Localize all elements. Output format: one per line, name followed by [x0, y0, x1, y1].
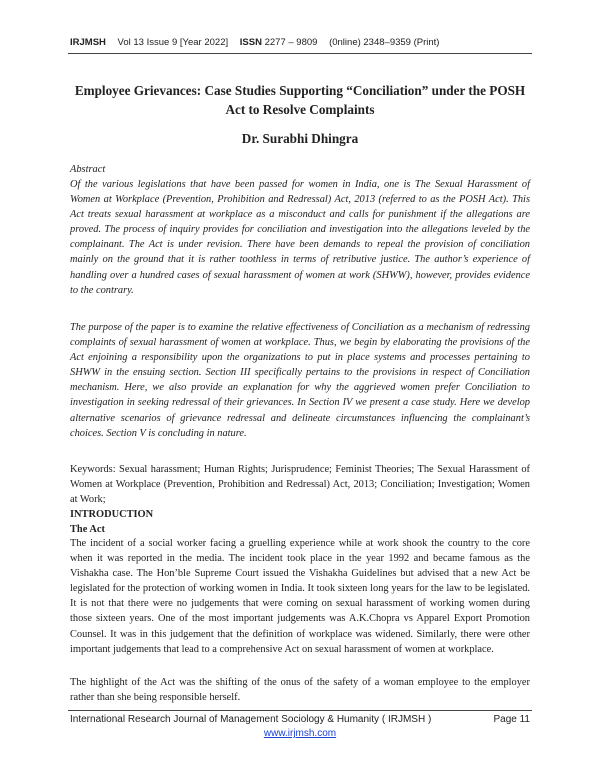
abstract-paragraph-2: The purpose of the paper is to examine the relative effectiveness of Conciliation as a mechanism of redressing complaints of sexual harassment of women at workplace. Thus, we begin by elaborating the provisions of the Act enjoining a responsibility upon the organizations to put in place systems and processes pertaining to SHWW in the ensuing section. Section III specifically pertains to the provisions in respect of Conciliation mechanism. Here, we also provide an explanation for why the aggrieved women prefer Conciliation to investigation in seeking redressal of their grievances. In Section IV we present a case study. Here we develop alternative scenarios of grievance redressal and delineate circumstances influencing the complainant’s choices. Section V is concluding in nature. — [70, 322, 530, 439]
introduction-heading: INTRODUCTION — [70, 509, 154, 520]
journal-website-link[interactable]: www.irjmsh.com — [263, 728, 337, 739]
volume-issue: Vol 13 Issue 9 — [117, 37, 178, 48]
abstract-label: Abstract — [70, 164, 106, 175]
page-number: Page 11 — [493, 714, 530, 725]
keywords: Keywords: Sexual harassment; Human Rights; Jurisprudence; Feminist Theories; The Sexual Harassment of Women at Workplace (Prevention, Prohibition and Redressal) Act, 2013; Conciliation; Investigation; Women at Work; — [70, 464, 530, 506]
introduction-paragraph-1: The incident of a social worker facing a gruelling experience while at work shook the country to the core when it was reported in the media. The incident took place in the year 1992 and became famous as the Vishakha case. The Hon’ble Supreme Court issued the Vishakha Guidelines but advised that a new Act be legislated for the protection of working women in India. It took sixteen long years for the law to be legislated. It is not that there were no judgements that were coming on sexual harassment of working women during those sixteen years. One of the most important judgements was A.K.Chopra vs Apparel Export Promotion Counsel. It was in this judgement that the definition of workplace was widened. Similarly, there were other important judgements that lead to a comprehensive Act on sexual harassment of women at workplace. — [70, 538, 530, 655]
issn-number: 2277 – 9809 — [264, 37, 318, 48]
page-footer — [70, 714, 530, 725]
journal-abbrev: IRJMSH — [70, 37, 106, 48]
footer-journal-name: International Research Journal of Management Sociology & Humanity ( IRJMSH ) — [70, 714, 432, 725]
online-issn: (0nline) 2348–9359 (Print) — [329, 37, 440, 48]
section-subheading: The Act — [70, 524, 105, 535]
introduction-paragraph-2: The highlight of the Act was the shifting of the onus of the safety of a woman employee to the employer rather than she being responsible herself. — [70, 677, 530, 704]
abstract-paragraph-1: Of the various legislations that have been passed for women in India, one is The Sexual Harassment of Women at Workplace (Prevention, Prohibition and Redressal) Act, 2013 (referred to as the POSH Act). This Act treats sexual harassment at workplace as a misconduct and calls for punishment if the allegations are proved. The process of inquiry provides for conciliation and investigation into the allegations leveled by the complainant. The Act is under revision. There have been demands to repeal the provision of conciliation mainly on the ground that it is rather toothless in terms of retributive justice. The author’s experience of handling over a hundred cases of sexual harassment of women at work (SHWW), however, provides evidence to the contrary. — [70, 179, 530, 296]
header-divider — [68, 53, 532, 54]
paper-title: Employee Grievances: Case Studies Supporting “Conciliation” under the POSH Act to Resolve Complaints — [74, 83, 526, 117]
running-header — [70, 37, 540, 48]
year: [Year 2022] — [179, 37, 229, 48]
issn-label: ISSN — [239, 37, 262, 48]
footer-divider — [68, 710, 532, 711]
paper-author: Dr. Surabhi Dhingra — [241, 131, 359, 146]
